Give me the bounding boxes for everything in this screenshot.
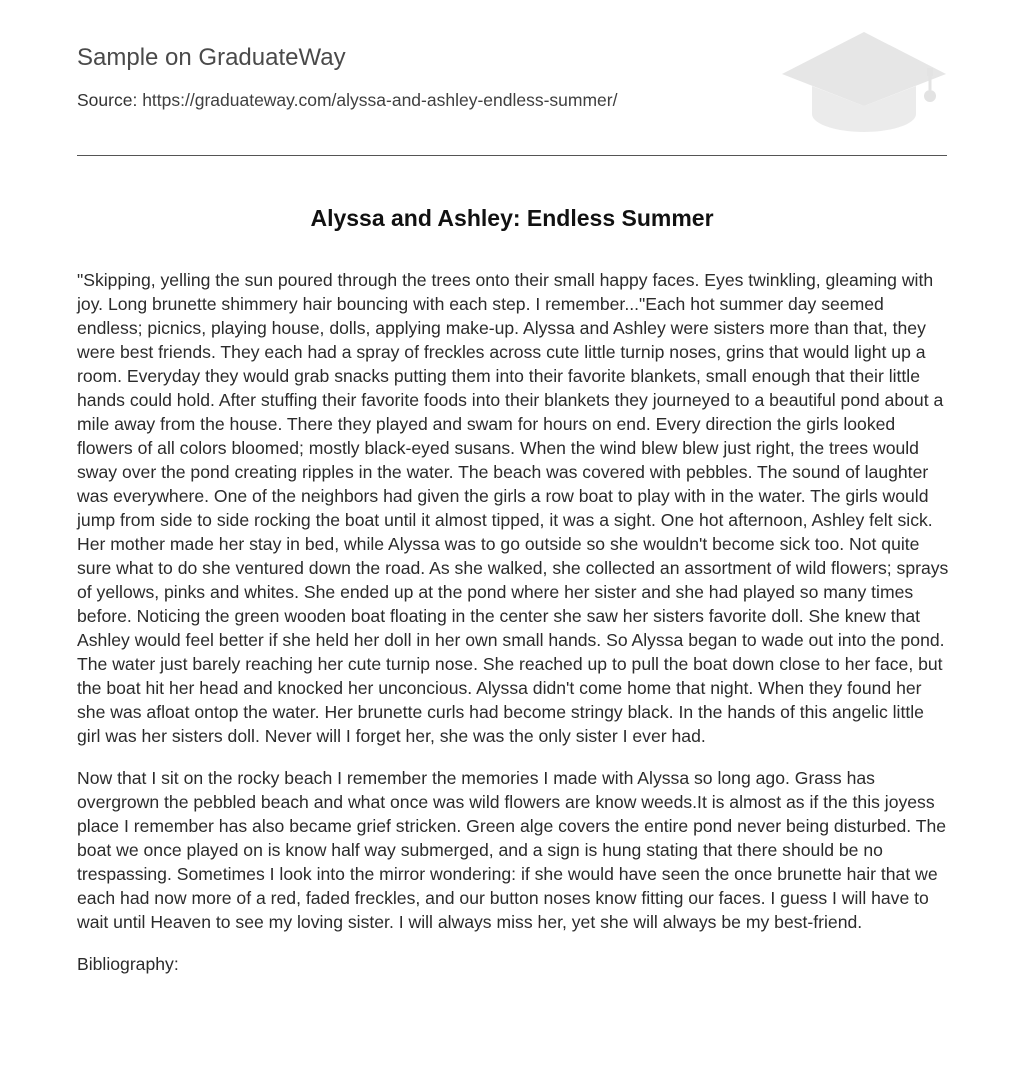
graduation-cap-icon	[780, 30, 948, 134]
site-title: Sample on GraduateWay	[77, 44, 346, 71]
page-header	[77, 0, 947, 156]
source-link[interactable]: https://graduateway.com/alyssa-and-ashley-endless-summer/	[142, 90, 618, 110]
document-body	[77, 268, 949, 994]
paragraph-1: "Skipping, yelling the sun poured through the trees onto their small happy faces. Eyes twinkling, gleaming with joy. Long brunette shimmery hair bouncing with each step. I remember..."Each hot summer day seemed endless; picnics, playing house, dolls, applying make-up. Alyssa and Ashley were sisters more than that, they were best friends. They each had a spray of freckles across cute little turnip noses, grins that would light up a room. Everyday they would grab snacks putting them into their favorite blankets, small enough that their little hands could hold. After stuffing their favorite foods into their blankets they journeyed to a beautiful pond about a mile away from the house. There they played and swam for hours on end. Every direction the girls looked flowers of all colors bloomed; mostly black-eyed susans. When the wind blew blew just right, the trees would sway over the pond creating ripples in the water. The beach was covered with pebbles. The sound of laughter was everywhere. One of the neighbors had given the girls a row boat to play with in the water. The girls would jump from side to side rocking the boat until it almost tipped, it was a sight. One hot afternoon, Ashley felt sick. Her mother made her stay in bed, while Alyssa was to go outside so she wouldn't become sick too. Not quite sure what to do she ventured down the road. As she walked, she collected an assortment of wild flowers; sprays of yellows, pinks and whites. She ended up at the pond where her sister and she had played so many times before. Noticing the green wooden boat floating in the center she saw her sisters favorite doll. She knew that Ashley would feel better if she held her doll in her own small hands. So Alyssa began to wade out into the pond. The water just barely reaching her cute turnip nose. She reached up to pull the boat down close to her face, but the boat hit her head and knocked her unconcious. Alyssa didn't come home that night. When they found her she was afloat ontop the water. Her brunette curls had become stringy black. In the hands of this angelic little girl was her sisters doll. Never will I forget her, she was the only sister I ever had.	[77, 270, 949, 746]
source-label: Source:	[77, 90, 138, 110]
document-title: Alyssa and Ashley: Endless Summer	[310, 205, 714, 231]
header-divider	[77, 155, 947, 156]
bibliography-heading: Bibliography:	[77, 954, 179, 974]
source-line	[77, 90, 617, 111]
paragraph-2: Now that I sit on the rocky beach I remember the memories I made with Alyssa so long ago. Grass has overgrown the pebbled beach and what once was wild flowers are know weeds.It is almost as if the this joyess place I remember has also became grief stricken. Green alge covers the entire pond never being disturbed. The boat we once played on is know half way submerged, and a sign is hung stating that there should be no trespassing. Sometimes I look into the mirror wondering: if she would have seen the once brunette hair that we each had now more of a red, faded freckles, and our button noses know fitting our faces. I guess I will have to wait until Heaven to see my loving sister. I will always miss her, yet she will always be my best-friend.	[77, 768, 947, 932]
